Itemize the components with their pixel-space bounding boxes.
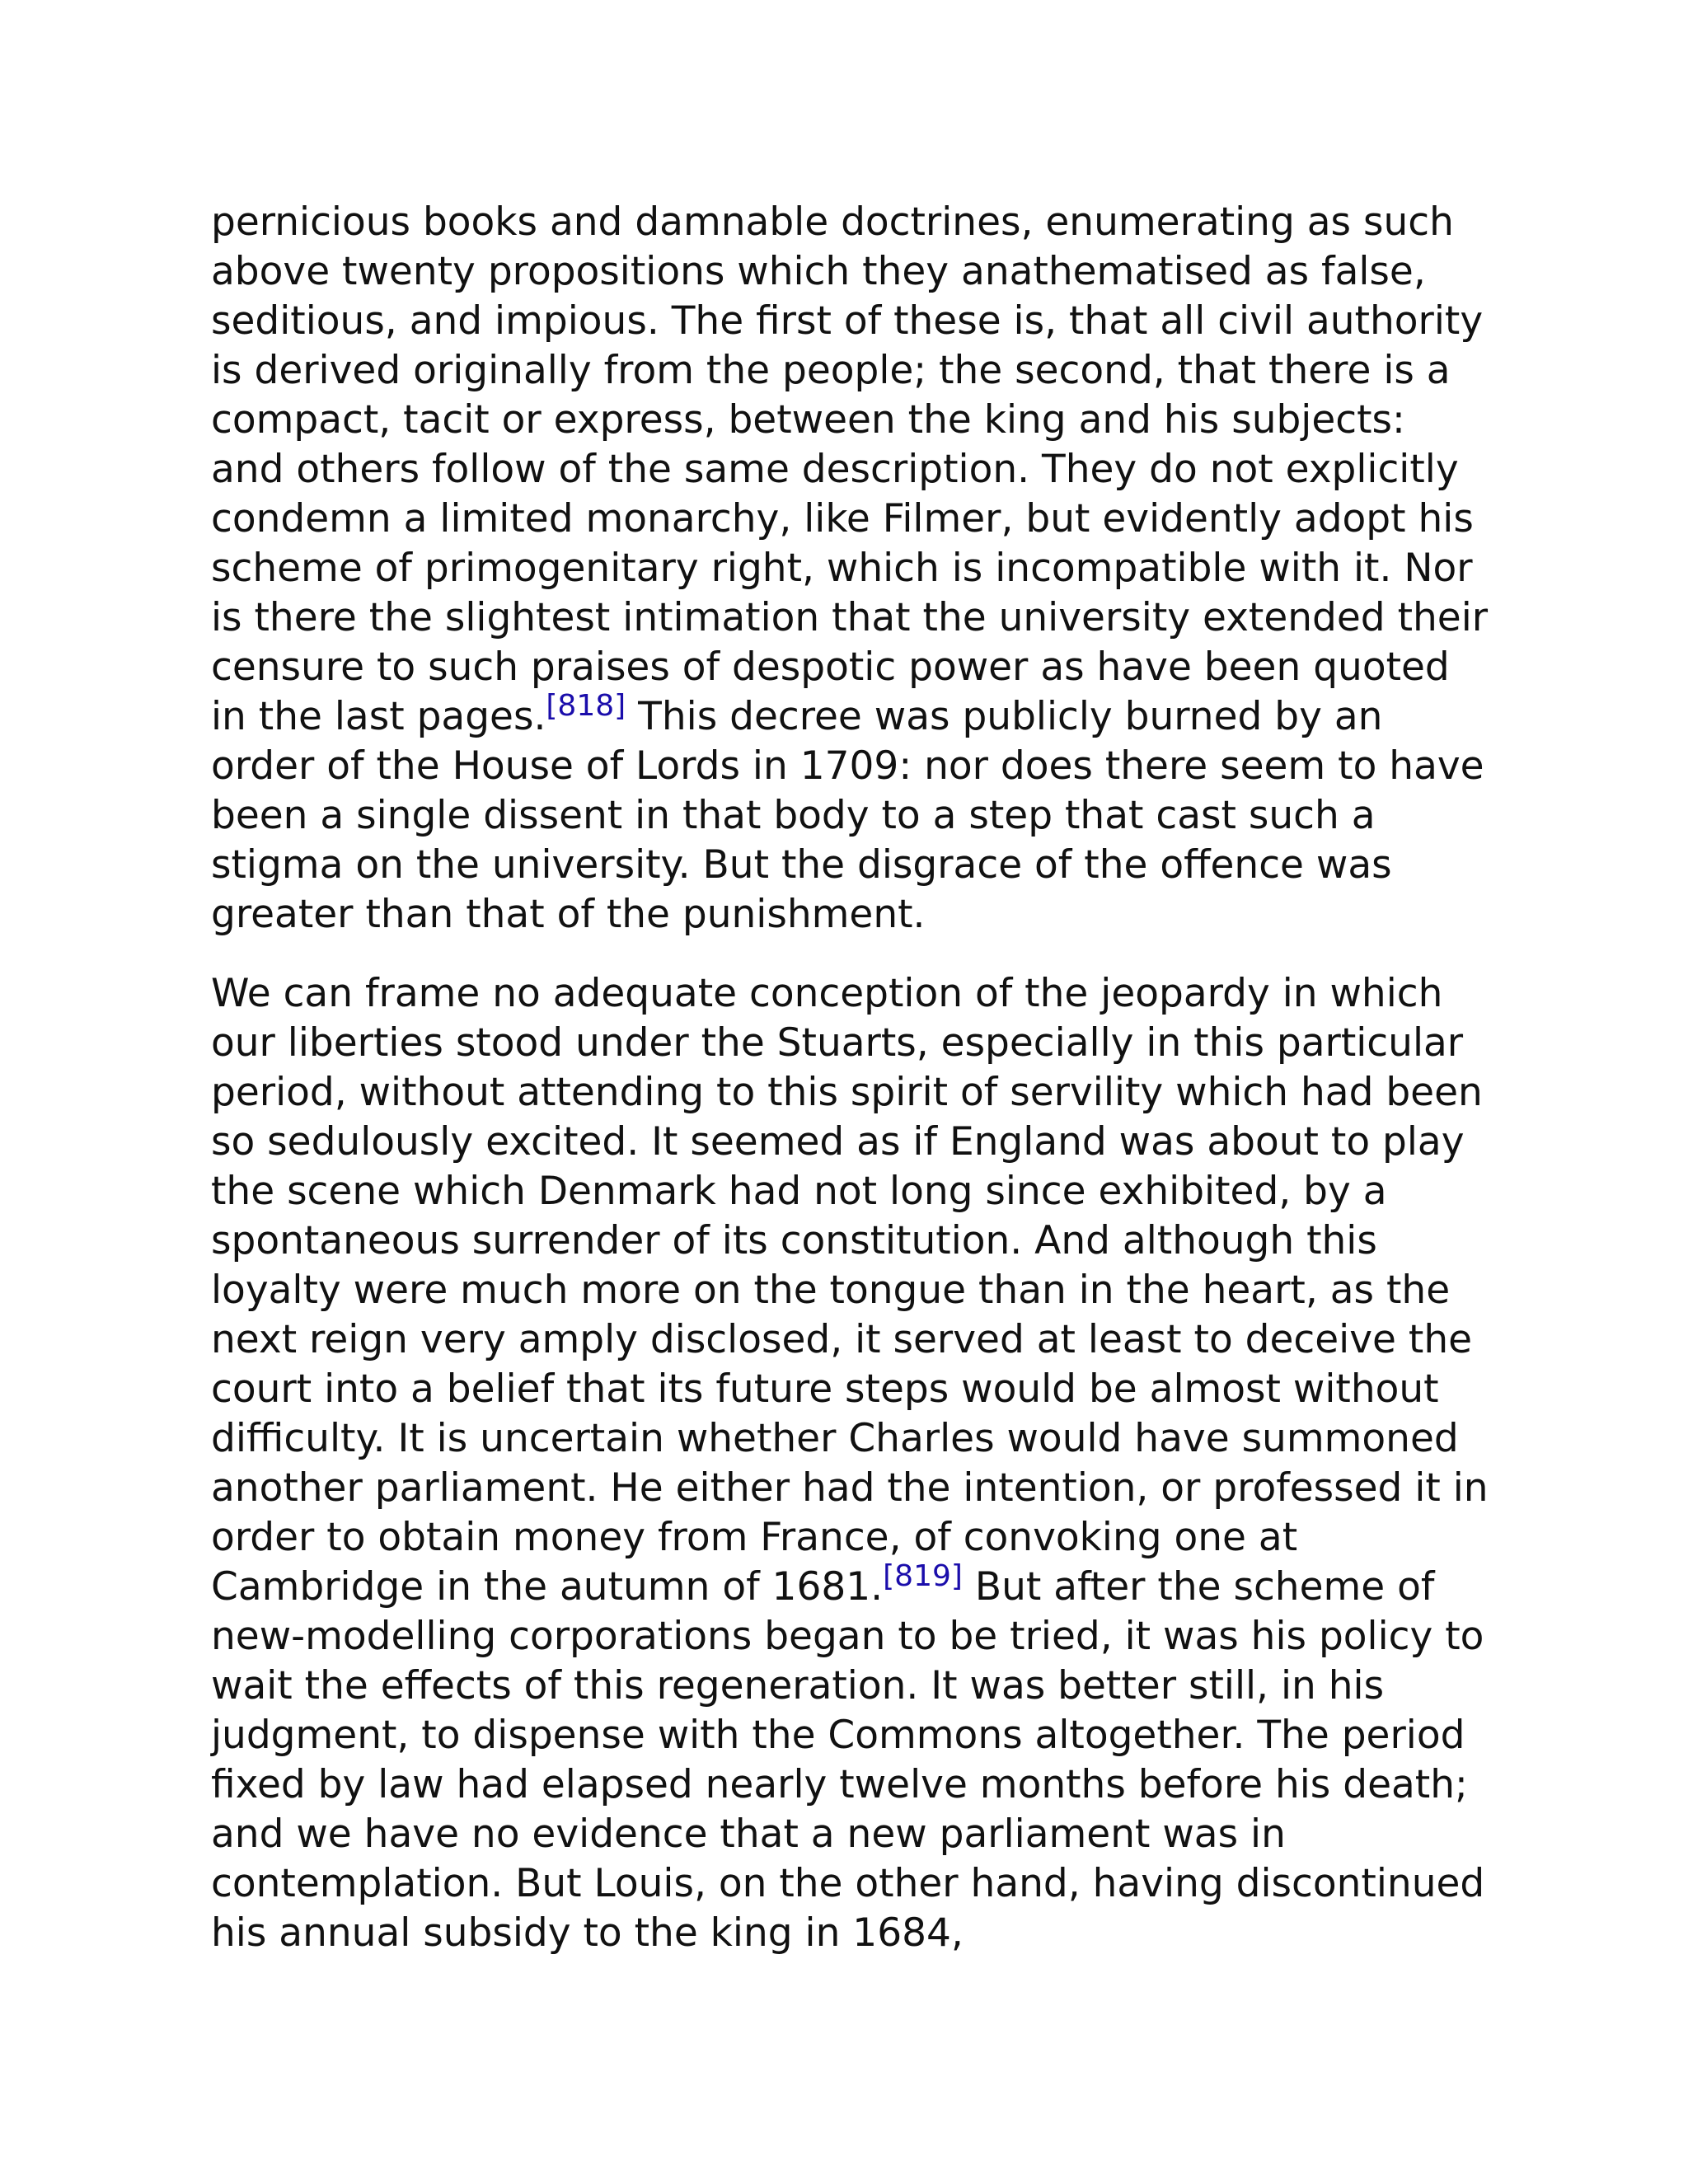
paragraph-2 <box>211 969 1489 1958</box>
paragraph-2-text-before: We can frame no adequate conception of the jeopardy in which our liberties stood under the Stuarts, especially in this particular period, without attending to this spirit of servility which had been so sedulously excited. It seemed as if England was about to play the scene which Denmark had not long since exhibited, by a spontaneous surrender of its constitution. And although this loyalty were much more on the tongue than in the heart, as the next reign very amply disclosed, it served at least to deceive the court into a belief that its future steps would be almost without difficulty. It is uncertain whether Charles would have summoned another parliament. He either had the intention, or professed it in order to obtain money from France, of convoking one at Cambridge in the autumn of 1681. <box>211 971 1489 1610</box>
footnote-link-819[interactable]: [819] <box>883 1559 963 1593</box>
footnote-link-818[interactable]: [818] <box>546 689 626 723</box>
paragraph-1 <box>211 198 1489 940</box>
paragraph-2-text-after: But after the scheme of new-modelling corporations began to be tried, it was his policy to wait the effects of this regeneration. It was better still, in his judgment, to dispense with the Commons altogether. The period fixed by law had elapsed nearly twelve months before his death; and we have no evidence that a new parliament was in contemplation. But Louis, on the other hand, having discontinued his annual subsidy to the king in 1684, <box>211 1564 1485 1956</box>
page-body <box>211 198 1489 1988</box>
paragraph-1-text-after: This decree was publicly burned by an order of the House of Lords in 1709: nor does there seem to have been a single dissent in that body to a step that cast such a stigma on the university. But the disgrace of the offence was greater than that of the punishment. <box>211 694 1484 937</box>
paragraph-1-text-before: pernicious books and damnable doctrines, enumerating as such above twenty propositions which they anathematised as false, seditious, and impious. The first of these is, that all civil authority is derived originally from the people; the second, that there is a compact, tacit or express, between the king and his subjects: and others follow of the same description. They do not explicitly condemn a limited monarchy, like Filmer, but evidently adopt his scheme of primogenitary right, which is incompatible with it. Nor is there the slightest intimation that the university extended their censure to such praises of despotic power as have been quoted in the last pages. <box>211 199 1489 739</box>
